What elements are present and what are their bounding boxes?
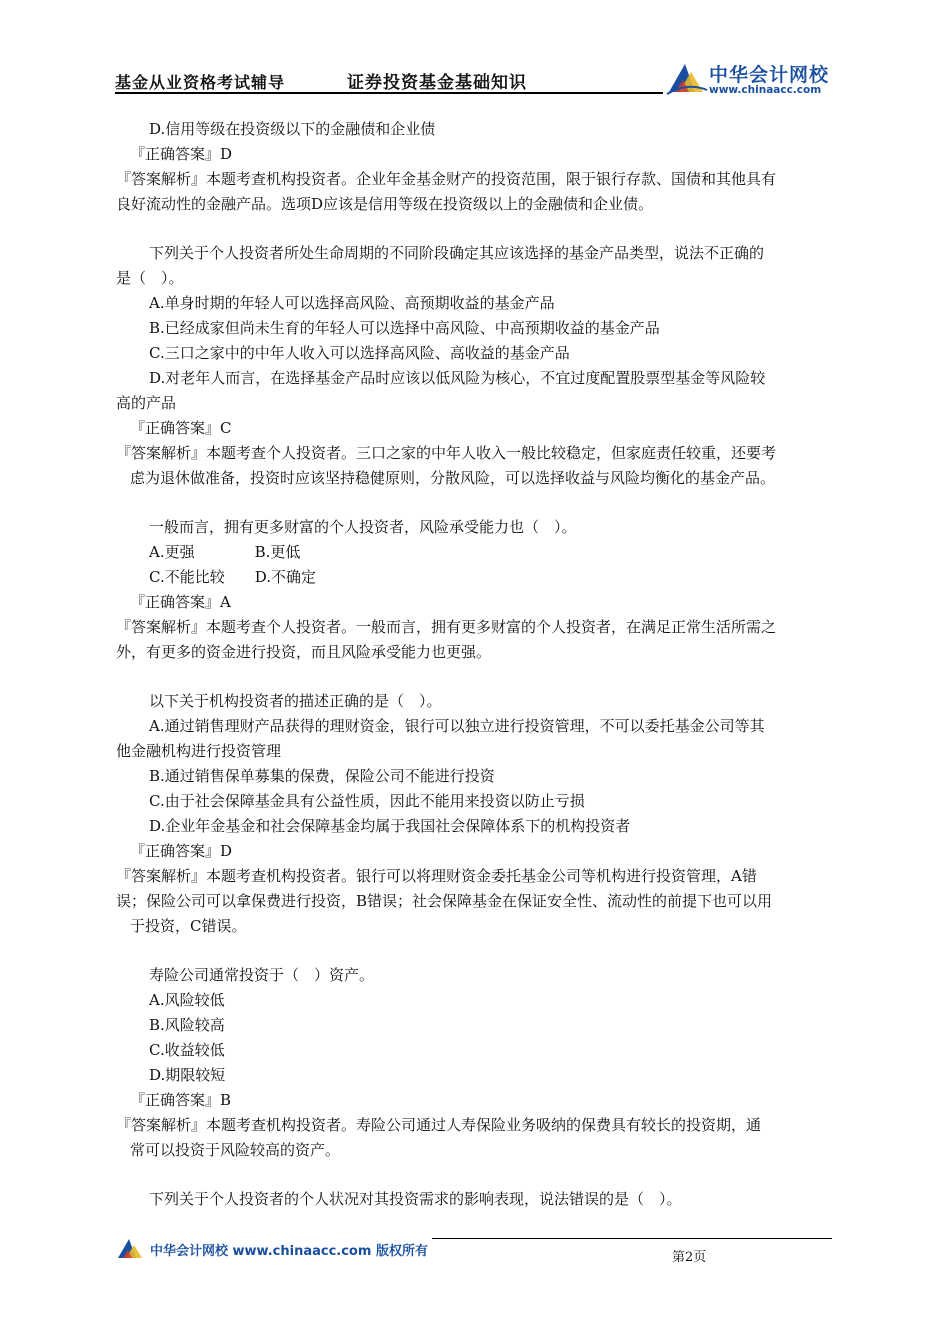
text-line: C.不能比较 D.不确定 <box>149 568 316 586</box>
page-footer <box>116 1232 838 1272</box>
text-line: 『答案解析』本题考查机构投资者。银行可以将理财资金委托基金公司等机构进行投资管理，A错 <box>116 867 757 885</box>
text-line: D.对老年人而言，在选择基金产品时应该以低风险为核心，不宜过度配置股票型基金等风险较 <box>149 369 766 387</box>
footer-copyright: 中华会计网校 www.chinaacc.com 版权所有 <box>150 1244 428 1259</box>
text-line: 『答案解析』本题考查个人投资者。一般而言，拥有更多财富的个人投资者，在满足正常生活所需之 <box>116 618 777 636</box>
text-line: B.通过销售保单募集的保费，保险公司不能进行投资 <box>149 767 495 785</box>
text-line: B.风险较高 <box>149 1016 225 1034</box>
text-line: C.收益较低 <box>149 1041 225 1059</box>
text-line: 『正确答案』D <box>130 842 233 860</box>
text-line: 虑为退休做准备，投资时应该坚持稳健原则，分散风险，可以选择收益与风险均衡化的基金产品。 <box>130 469 776 487</box>
paragraph-gap <box>116 939 838 963</box>
text-line: A.更强 B.更低 <box>149 543 301 561</box>
paragraph-gap <box>116 665 838 689</box>
text-line: A.风险较低 <box>149 991 225 1009</box>
header-subject-title: 证券投资基金基础知识 <box>347 73 527 93</box>
text-line: 以下关于机构投资者的描述正确的是（ ）。 <box>149 692 442 710</box>
text-line: 良好流动性的金融产品。选项D应该是信用等级在投资级以上的金融债和企业债。 <box>116 195 654 213</box>
document-body <box>116 117 838 1212</box>
text-line: B.已经成家但尚未生育的年轻人可以选择中高风险、中高预期收益的基金产品 <box>149 319 660 337</box>
footer-rule <box>432 1238 832 1239</box>
text-line: 于投资，C错误。 <box>130 917 247 935</box>
text-line: 外，有更多的资金进行投资，而且风险承受能力也更强。 <box>116 643 492 661</box>
header-course-title: 基金从业资格考试辅导 <box>115 73 286 92</box>
text-line: C.由于社会保障基金具有公益性质，因此不能用来投资以防止亏损 <box>149 792 585 810</box>
header-rule <box>115 92 663 94</box>
text-line: 『正确答案』A <box>130 593 231 611</box>
text-line: 『答案解析』本题考查机构投资者。寿险公司通过人寿保险业务吸纳的保费具有较长的投资期，通 <box>116 1116 762 1134</box>
footer-logo-icon <box>116 1236 146 1260</box>
text-line: D.期限较短 <box>149 1066 226 1084</box>
text-line: C.三口之家中的中年人收入可以选择高风险、高收益的基金产品 <box>149 344 570 362</box>
text-line: 『正确答案』B <box>130 1091 232 1109</box>
text-line: 『答案解析』本题考查机构投资者。企业年金基金财产的投资范围，限于银行存款、国债和其他具有 <box>116 170 777 188</box>
text-line: 『正确答案』D <box>130 145 233 163</box>
text-line: 高的产品 <box>116 394 177 412</box>
text-line: 『答案解析』本题考查个人投资者。三口之家的中年人收入一般比较稳定，但家庭责任较重，还要考 <box>116 444 777 462</box>
text-line: A.单身时期的年轻人可以选择高风险、高预期收益的基金产品 <box>149 294 555 312</box>
text-line: D.信用等级在投资级以下的金融债和企业债 <box>149 120 436 138</box>
text-line: 一般而言，拥有更多财富的个人投资者，风险承受能力也（ ）。 <box>149 518 577 536</box>
paragraph-gap <box>116 491 838 515</box>
text-line: 是（ ）。 <box>116 269 184 287</box>
text-line: A.通过销售理财产品获得的理财资金，银行可以独立进行投资管理，不可以委托基金公司等其 <box>149 717 765 735</box>
paragraph-gap <box>116 217 838 241</box>
text-line: 下列关于个人投资者的个人状况对其投资需求的影响表现，说法错误的是（ ）。 <box>149 1190 682 1208</box>
text-line: 下列关于个人投资者所处生命周期的不同阶段确定其应该选择的基金产品类型，说法不正确的 <box>149 244 765 262</box>
logo-mark-icon <box>665 60 709 96</box>
logo-name: 中华会计网校 <box>709 64 830 86</box>
paragraph-gap <box>116 1163 838 1187</box>
text-line: 他金融机构进行投资管理 <box>116 742 282 760</box>
text-line: 寿险公司通常投资于（ ）资产。 <box>149 966 375 984</box>
text-line: D.企业年金基金和社会保障基金均属于我国社会保障体系下的机构投资者 <box>149 817 631 835</box>
logo-url: www.chinaacc.com <box>709 84 822 96</box>
page-header <box>115 58 837 98</box>
text-line: 『正确答案』C <box>130 419 232 437</box>
text-line: 常可以投资于风险较高的资产。 <box>130 1141 341 1159</box>
logo <box>665 58 840 98</box>
page-number: 第2页 <box>672 1250 707 1265</box>
text-line: 误；保险公司可以拿保费进行投资，B错误；社会保障基金在保证安全性、流动性的前提下也可以用 <box>116 892 773 910</box>
